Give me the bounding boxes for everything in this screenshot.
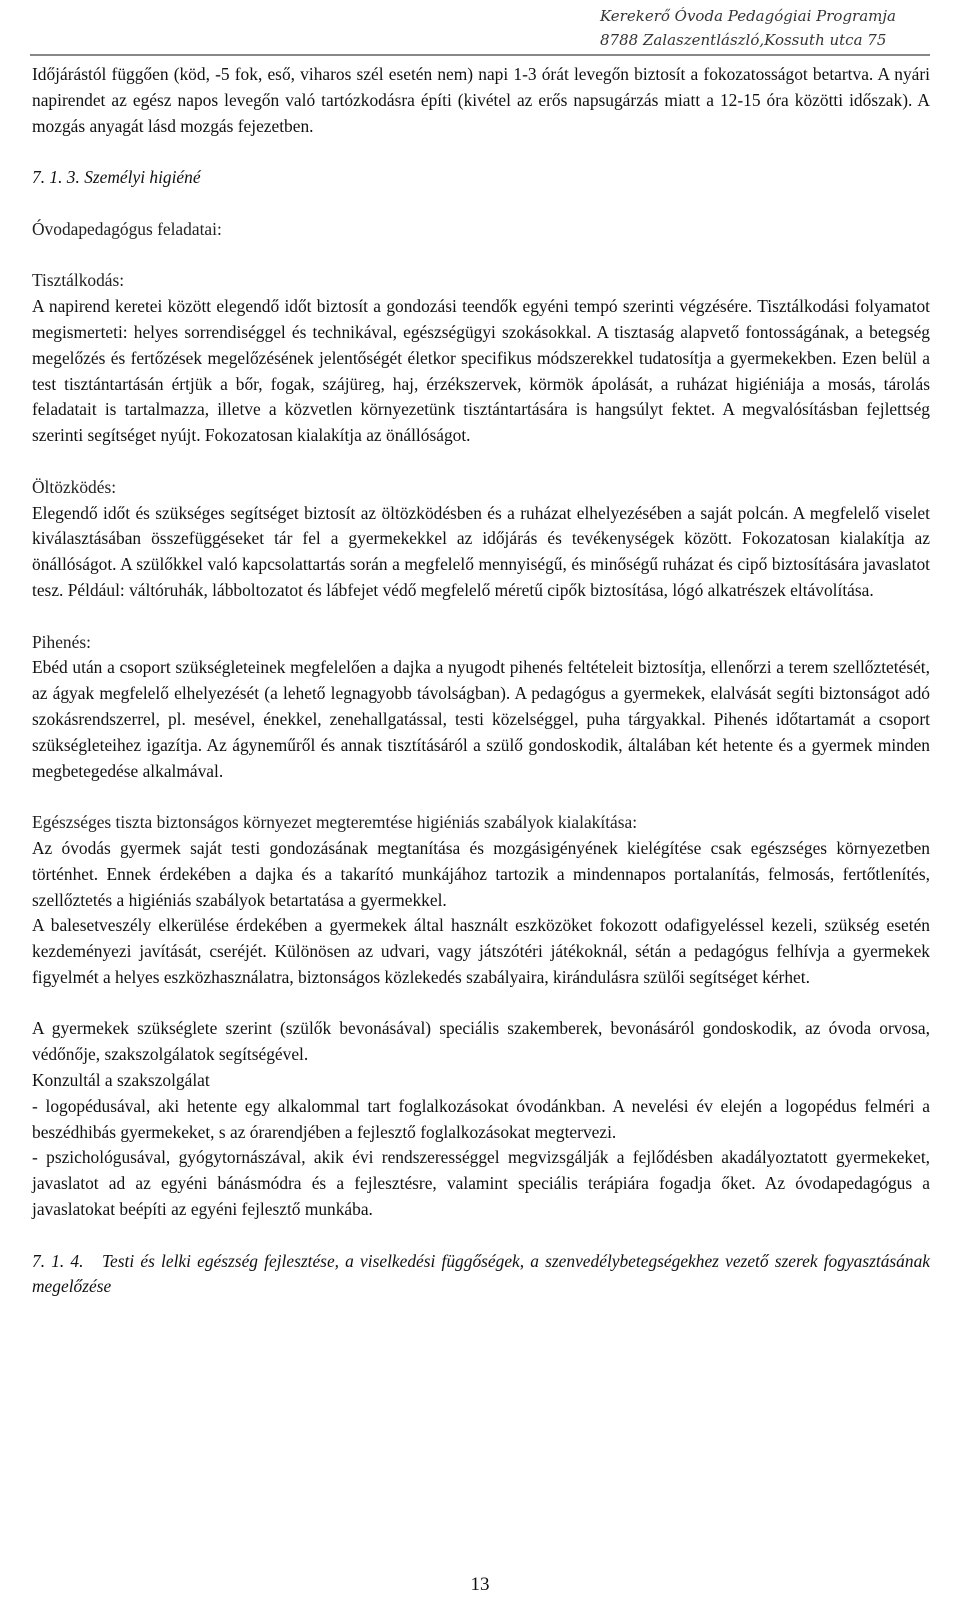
header-title: Kerekerő Óvoda Pedagógiai Programja [600, 7, 896, 25]
header-divider [30, 54, 930, 56]
label-oltozkodes: Öltözködés: [32, 476, 117, 497]
paragraph-idojaras: Időjárástól függően (köd, -5 fok, eső, viharos szél esetén nem) napi 1-3 órát levegőn biztosít a fokozatosságot betartva. A nyári napirendet az egész napos levegőn való tartózkodásra építi (kivétel az erős napsugárzás miatt a 12-15 óra közötti időszak). A mozgás anyagát lásd mozgás fejezetben. [32, 64, 930, 136]
paragraph-szakemberek: A gyermekek szükséglete szerint (szülők bevonásával) speciális szakemberek, bevonásáról gondoskodik, az óvoda orvosa, védőnője, szakszolgálatok segítségével. [32, 1018, 930, 1065]
page-header [600, 4, 930, 52]
document-body [32, 62, 930, 1300]
paragraph-logopedus: - logopédusával, aki hetente egy alkalommal tart foglalkozásokat óvodánkban. A nevelési év elején a logopédus felméri a beszédhibás gyermekeket, s az órarendjében a fejlesztő foglalkozásokat megtervezi. [32, 1095, 930, 1142]
paragraph-oltozkodes: Elegendő időt és szükséges segítséget biztosít az öltözködésben és a ruházat elhelyezésében a saját polcán. A megfelelő viselet kiválasztásában összefüggéseket tár fel a gyermekekkel az időjárás és tevékenységek között. Fokozatosan kialakítja az önállóságot. A szülőkkel való kapcsolattartás során a megfelelő mennyiségű, és minőségű ruházat és cipő biztosítására javaslatot tesz. Például: váltóruhák, lábboltozatot és lábfejet védő megfelelő méretű cipők biztosítása, lógó alkatrészek eltávolítása. [32, 502, 930, 600]
paragraph-konzultal: Konzultál a szakszolgálat [32, 1070, 210, 1091]
page-number: 13 [470, 1574, 490, 1595]
section-heading-713 [32, 165, 930, 191]
teacher-tasks-heading: Óvodapedagógus feladatai: [32, 218, 222, 239]
paragraph-pszichologus: - pszichológusával, gyógytornászával, akik évi rendszerességgel megvizsgálják a fejlődésben akadályoztatott gyermekeket, javaslatot ad az egyéni bánásmódra és a fejlesztésre, valamint speciális terápiára fogadja őket. Az óvodapedagógus a javaslatokat beépíti az egyéni fejlesztő munkába. [32, 1147, 930, 1220]
label-tisztalkodas: Tisztálkodás: [32, 270, 125, 291]
header-address: 8788 Zalaszentlászló,Kossuth utca 75 [600, 31, 887, 49]
section-heading-714 [32, 1249, 930, 1301]
label-pihenes: Pihenés: [32, 631, 91, 652]
label-kornyezet: Egészséges tiszta biztonságos környezet megteremtése higiéniás szabályok kialakítása: [32, 812, 638, 833]
paragraph-kornyezet-1: Az óvodás gyermek saját testi gondozásának megtanítása és mozgásigényének kielégítése csak egészséges környezetben történhet. Ennek érdekében a dajka és a takarító munkájához tartozik a mindennapos portalanítás, felmosás, fertőtlenítés, szellőztetés a higiéniás szabályok betartatása a gyermekkel. [32, 837, 930, 910]
section2-title: Testi és lelki egészség fejlesztése, a viselkedési függőségek, a szenvedélybetegségekhez vezető szerek fogyasztásának megelőzése [32, 1250, 930, 1297]
paragraph-pihenes: Ebéd után a csoport szükségleteinek megfelelően a dajka a nyugodt pihenés feltételeit biztosítja, ellenőrzi a terem szellőztetését, az ágyak megfelelő elhelyezését (a lehető legnagyobb távolságban). A pedagógus a gyermekek, elalvását segíti biztonságot adó szokásrendszerrel, pl. mesével, énekkel, zenehallgatással, testi közelséggel, puha tárgyakkal. Pihenés időtartamát a csoport szükségleteihez igazítja. Az ágyneműről és annak tisztításáról a szülő gondoskodik, általában két hetente és a gyermek minden megbetegedése alkalmával. [32, 657, 930, 781]
section-title: Személyi higiéné [84, 167, 201, 188]
section-number: 7. 1. 3. [32, 167, 80, 188]
section2-number: 7. 1. 4. [32, 1250, 84, 1271]
paragraph-tisztalkodas: A napirend keretei között elegendő időt biztosít a gondozási teendők egyéni tempó szerinti végzésére. Tisztálkodási folyamatot megismerteti: helyes sorrendiséggel és technikával, egészségügyi szokásokkal. A tisztaság alapvető fontosságának, a betegség megelőzés és fertőzések megelőzésének jelentőségét életkor specifikus módszerekkel tudatosítja a gyermekekben. Ezen belül a test tisztántartásán értjük a bőr, fogak, szájüreg, haj, érzékszervek, körmök ápolását, a ruházat higiéniája a mosás, tárolás feladatait is tartalmazza, illetve a közvetlen környezetünk tisztántartására is hangsúlyt fektet. A megvalósításban fejlettség szerinti segítséget nyújt. Fokozatosan kialakítja az önállóságot. [32, 296, 930, 446]
paragraph-kornyezet-2: A balesetveszély elkerülése érdekében a gyermekek által használt eszközöket fokozott odafigyeléssel kezeli, szükség esetén kezdeményezi javítását, cseréjét. Különösen az udvari, vagy játszótéri játékoknál, sétán a pedagógus felhívja a gyermekek figyelmét a helyes eszközhasználatra, biztonságos közlekedés szabályaira, kirándulásra szülői segítséget kérhet. [32, 915, 930, 987]
